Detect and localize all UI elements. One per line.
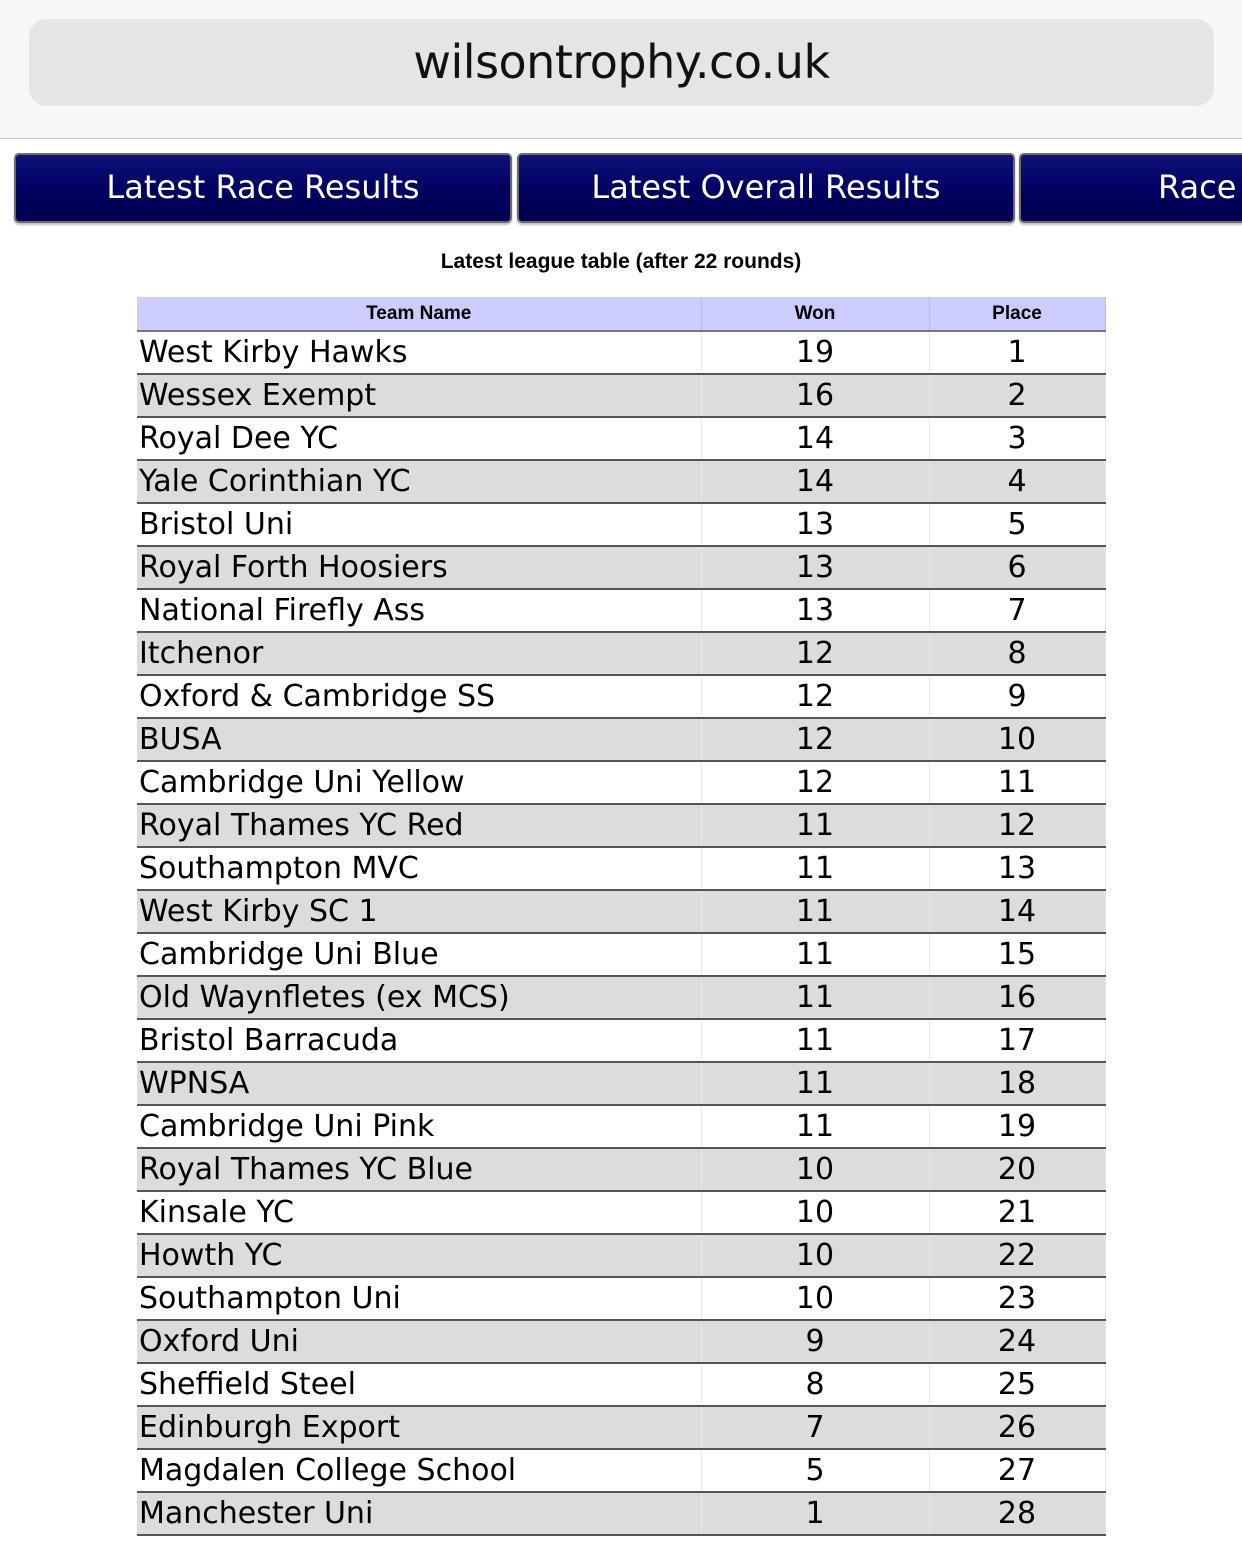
table-row <box>137 1191 1105 1234</box>
team-name-cell: Royal Thames YC Blue <box>137 1148 701 1191</box>
address-bar[interactable] <box>29 19 1214 106</box>
table-row <box>137 1449 1105 1492</box>
won-cell: 13 <box>701 503 929 546</box>
table-row <box>137 1320 1105 1363</box>
latest-overall-results-button[interactable]: Latest Overall Results <box>517 153 1015 223</box>
team-name-cell: West Kirby SC 1 <box>137 890 701 933</box>
nav-bar <box>0 150 1242 228</box>
place-cell: 25 <box>929 1363 1105 1406</box>
place-cell: 2 <box>929 374 1105 417</box>
place-cell: 24 <box>929 1320 1105 1363</box>
team-name-cell: West Kirby Hawks <box>137 331 701 374</box>
won-cell: 16 <box>701 374 929 417</box>
column-header-team-name: Team Name <box>137 297 701 331</box>
won-cell: 7 <box>701 1406 929 1449</box>
team-name-cell: Cambridge Uni Blue <box>137 933 701 976</box>
won-cell: 12 <box>701 718 929 761</box>
team-name-cell: Oxford & Cambridge SS <box>137 675 701 718</box>
table-row <box>137 1148 1105 1191</box>
place-cell: 13 <box>929 847 1105 890</box>
place-cell: 6 <box>929 546 1105 589</box>
place-cell: 11 <box>929 761 1105 804</box>
table-row <box>137 1492 1105 1535</box>
won-cell: 11 <box>701 1062 929 1105</box>
team-name-cell: Royal Dee YC <box>137 417 701 460</box>
team-name-cell: Yale Corinthian YC <box>137 460 701 503</box>
league-table <box>137 297 1106 1536</box>
won-cell: 10 <box>701 1191 929 1234</box>
place-cell: 19 <box>929 1105 1105 1148</box>
table-row <box>137 503 1105 546</box>
won-cell: 14 <box>701 460 929 503</box>
table-row <box>137 933 1105 976</box>
team-name-cell: Cambridge Uni Yellow <box>137 761 701 804</box>
table-row <box>137 589 1105 632</box>
place-cell: 3 <box>929 417 1105 460</box>
table-row <box>137 546 1105 589</box>
place-cell: 23 <box>929 1277 1105 1320</box>
table-row <box>137 847 1105 890</box>
place-cell: 14 <box>929 890 1105 933</box>
place-cell: 15 <box>929 933 1105 976</box>
team-name-cell: Edinburgh Export <box>137 1406 701 1449</box>
team-name-cell: BUSA <box>137 718 701 761</box>
place-cell: 27 <box>929 1449 1105 1492</box>
won-cell: 12 <box>701 761 929 804</box>
header-row <box>137 297 1105 331</box>
team-name-cell: Royal Thames YC Red <box>137 804 701 847</box>
latest-race-results-button[interactable]: Latest Race Results <box>14 153 512 223</box>
won-cell: 11 <box>701 976 929 1019</box>
place-cell: 1 <box>929 331 1105 374</box>
table-row <box>137 1105 1105 1148</box>
table-row <box>137 632 1105 675</box>
table-row <box>137 460 1105 503</box>
team-name-cell: Wessex Exempt <box>137 374 701 417</box>
won-cell: 11 <box>701 847 929 890</box>
won-cell: 11 <box>701 804 929 847</box>
place-cell: 17 <box>929 1019 1105 1062</box>
table-row <box>137 976 1105 1019</box>
won-cell: 19 <box>701 331 929 374</box>
team-name-cell: Cambridge Uni Pink <box>137 1105 701 1148</box>
column-header-place: Place <box>929 297 1105 331</box>
team-name-cell: Kinsale YC <box>137 1191 701 1234</box>
place-cell: 9 <box>929 675 1105 718</box>
won-cell: 13 <box>701 546 929 589</box>
column-header-won: Won <box>701 297 929 331</box>
place-cell: 7 <box>929 589 1105 632</box>
table-row <box>137 374 1105 417</box>
table-row <box>137 417 1105 460</box>
team-name-cell: Itchenor <box>137 632 701 675</box>
team-name-cell: Manchester Uni <box>137 1492 701 1535</box>
won-cell: 12 <box>701 632 929 675</box>
table-row <box>137 1363 1105 1406</box>
won-cell: 5 <box>701 1449 929 1492</box>
table-row <box>137 804 1105 847</box>
table-row <box>137 1019 1105 1062</box>
place-cell: 16 <box>929 976 1105 1019</box>
place-cell: 21 <box>929 1191 1105 1234</box>
table-row <box>137 331 1105 374</box>
table-row <box>137 718 1105 761</box>
place-cell: 18 <box>929 1062 1105 1105</box>
won-cell: 14 <box>701 417 929 460</box>
place-cell: 26 <box>929 1406 1105 1449</box>
won-cell: 11 <box>701 933 929 976</box>
place-cell: 10 <box>929 718 1105 761</box>
table-row <box>137 675 1105 718</box>
team-name-cell: Howth YC <box>137 1234 701 1277</box>
won-cell: 10 <box>701 1277 929 1320</box>
url-text: wilsontrophy.co.uk <box>413 35 830 89</box>
table-row <box>137 1234 1105 1277</box>
place-cell: 20 <box>929 1148 1105 1191</box>
table-row <box>137 1062 1105 1105</box>
place-cell: 5 <box>929 503 1105 546</box>
won-cell: 1 <box>701 1492 929 1535</box>
place-cell: 8 <box>929 632 1105 675</box>
won-cell: 9 <box>701 1320 929 1363</box>
team-name-cell: Southampton MVC <box>137 847 701 890</box>
team-name-cell: Oxford Uni <box>137 1320 701 1363</box>
place-cell: 12 <box>929 804 1105 847</box>
team-name-cell: Bristol Uni <box>137 503 701 546</box>
won-cell: 12 <box>701 675 929 718</box>
table-row <box>137 761 1105 804</box>
team-name-cell: Bristol Barracuda <box>137 1019 701 1062</box>
team-name-cell: Royal Forth Hoosiers <box>137 546 701 589</box>
team-name-cell: Southampton Uni <box>137 1277 701 1320</box>
won-cell: 10 <box>701 1234 929 1277</box>
won-cell: 11 <box>701 1019 929 1062</box>
table-row <box>137 890 1105 933</box>
place-cell: 22 <box>929 1234 1105 1277</box>
team-name-cell: National Firefly Ass <box>137 589 701 632</box>
table-row <box>137 1277 1105 1320</box>
table-body <box>137 331 1105 1535</box>
team-name-cell: Old Waynfletes (ex MCS) <box>137 976 701 1019</box>
won-cell: 8 <box>701 1363 929 1406</box>
team-name-cell: WPNSA <box>137 1062 701 1105</box>
won-cell: 11 <box>701 1105 929 1148</box>
won-cell: 13 <box>701 589 929 632</box>
won-cell: 10 <box>701 1148 929 1191</box>
race-button[interactable]: Race <box>1019 153 1242 223</box>
table-caption: Latest league table (after 22 rounds) <box>440 250 802 273</box>
team-name-cell: Sheffield Steel <box>137 1363 701 1406</box>
place-cell: 28 <box>929 1492 1105 1535</box>
browser-toolbar <box>0 0 1242 139</box>
place-cell: 4 <box>929 460 1105 503</box>
team-name-cell: Magdalen College School <box>137 1449 701 1492</box>
won-cell: 11 <box>701 890 929 933</box>
table-row <box>137 1406 1105 1449</box>
